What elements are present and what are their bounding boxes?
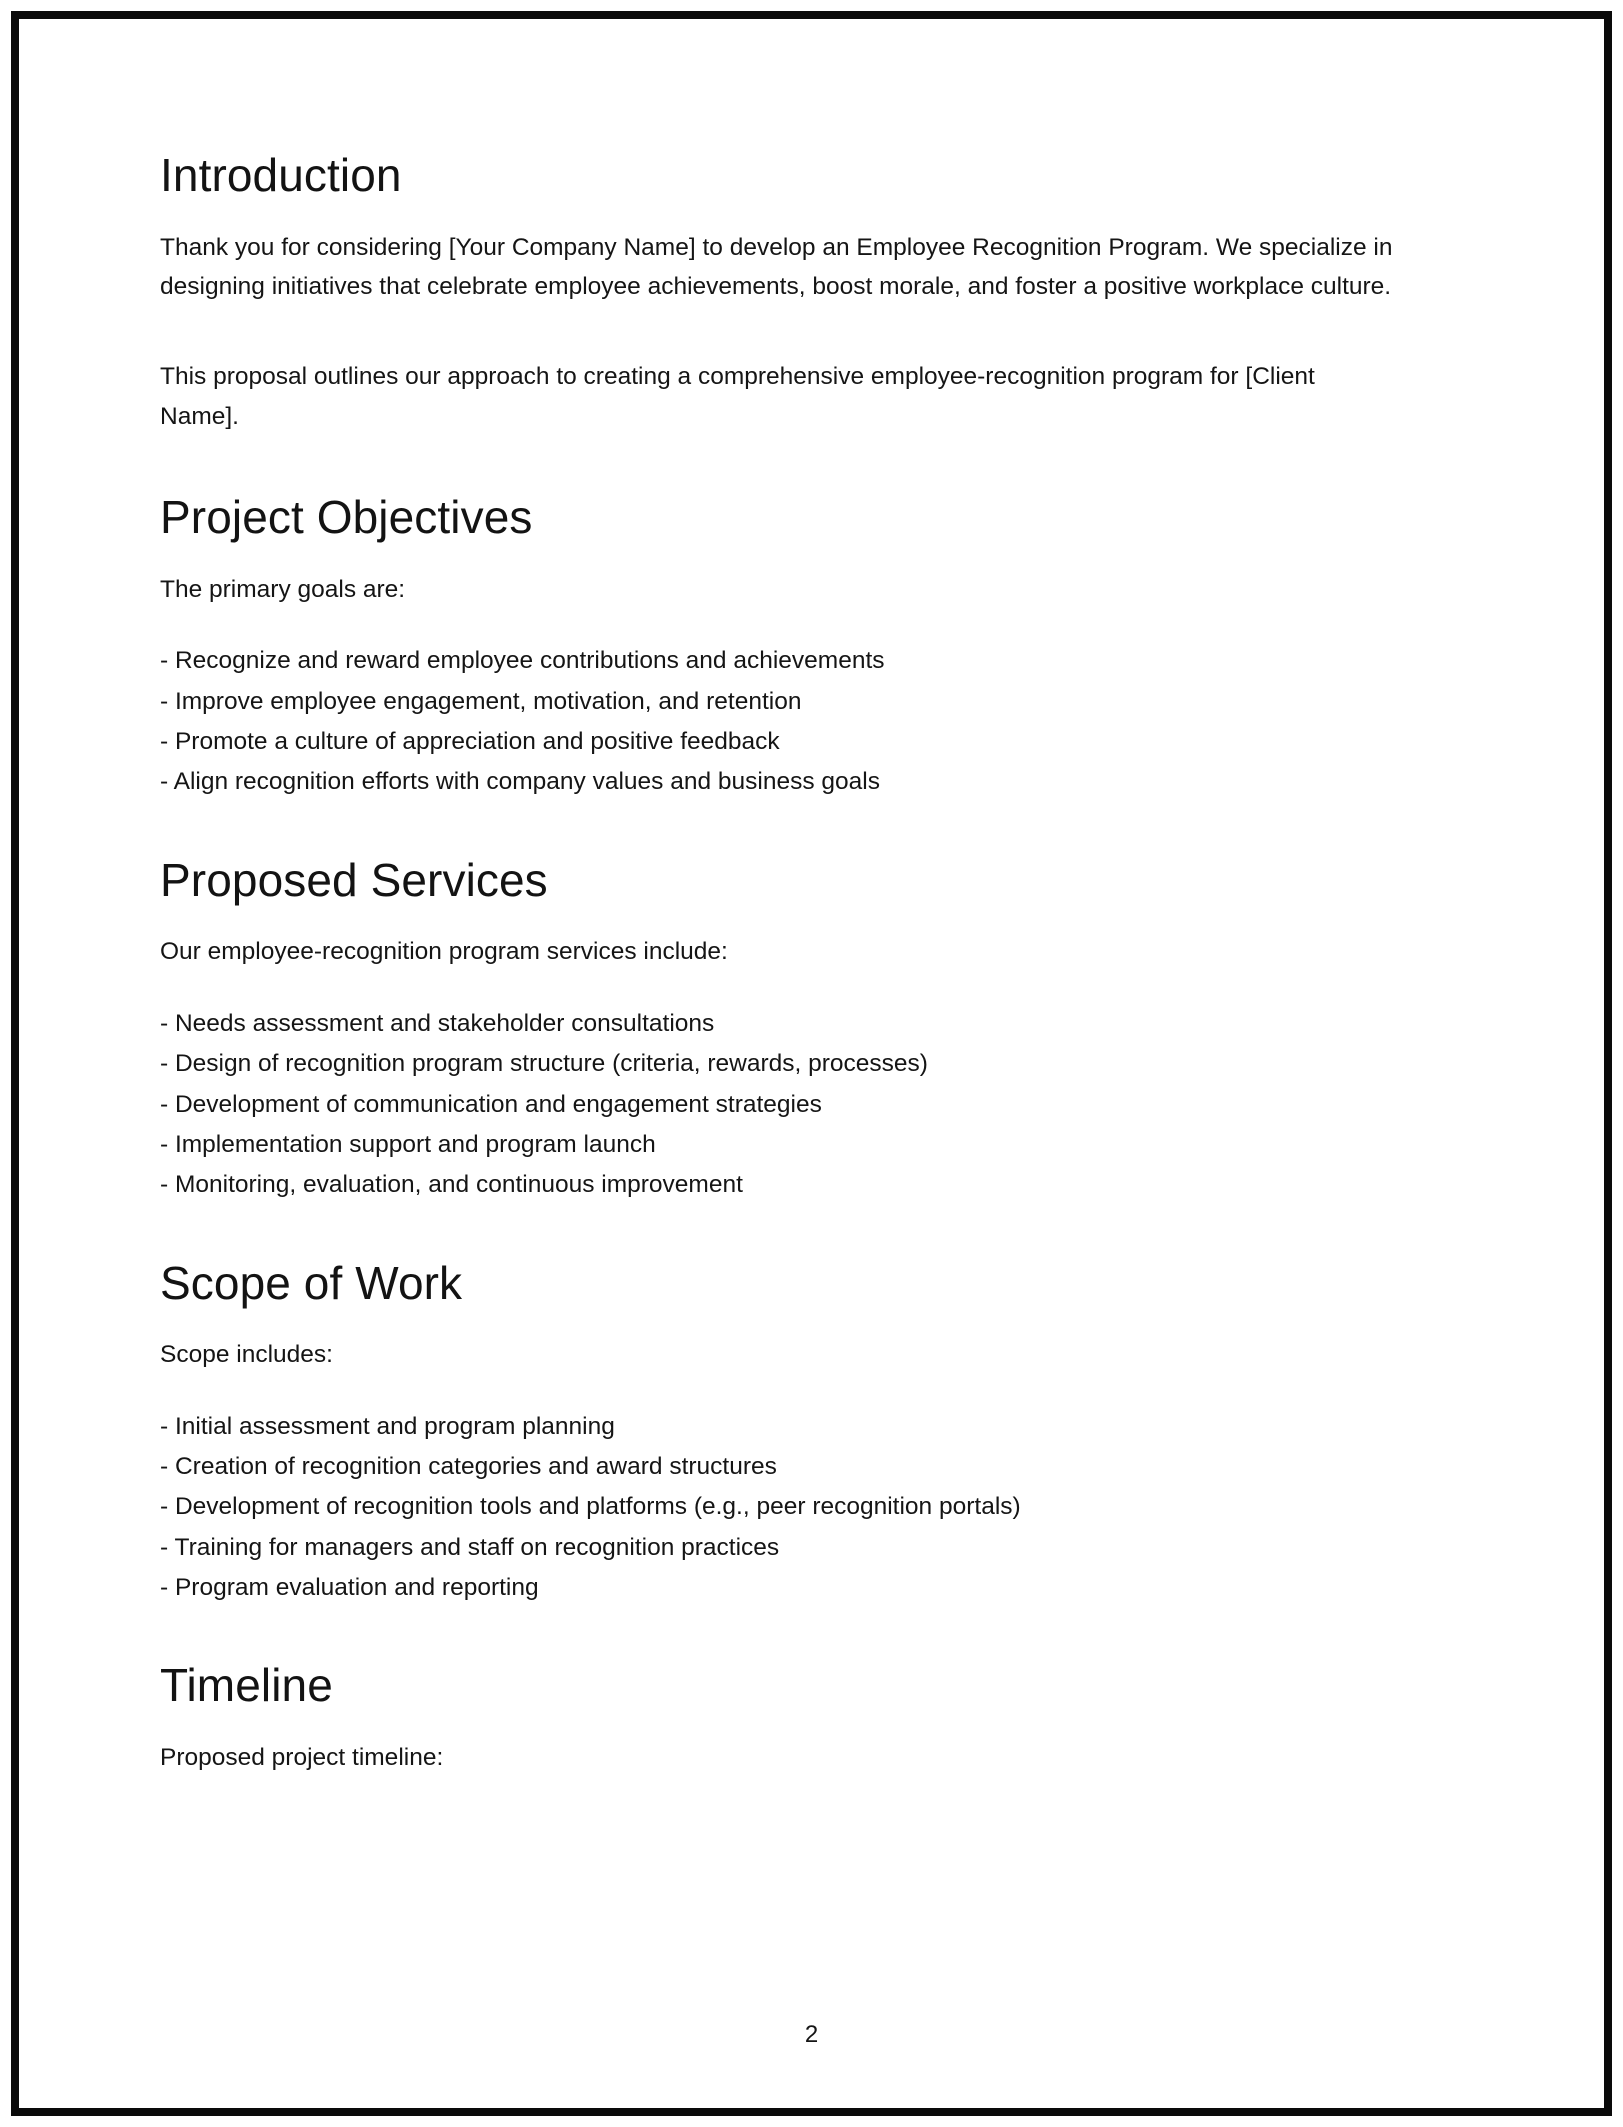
heading-timeline: Timeline bbox=[160, 1659, 333, 1712]
section-project-objectives bbox=[160, 492, 1420, 544]
lead-in-timeline: Proposed project timeline: bbox=[160, 1743, 444, 1771]
list-proposed-services bbox=[160, 1008, 1420, 1202]
list-project-objectives bbox=[160, 645, 1420, 798]
list-item: - Training for managers and staff on recognition practices bbox=[160, 1533, 780, 1561]
heading-introduction: Introduction bbox=[160, 149, 402, 201]
heading-scope-of-work: Scope of Work bbox=[160, 1256, 463, 1309]
list-item: - Monitoring, evaluation, and continuous improvement bbox=[160, 1171, 743, 1199]
list-item: - Needs assessment and stakeholder consultations bbox=[160, 1009, 715, 1037]
list-item: - Initial assessment and program planning bbox=[160, 1412, 615, 1440]
section-scope-of-work bbox=[160, 1258, 1420, 1310]
paragraph-introduction-2: This proposal outlines our approach to creating a comprehensive employee-recognition program for [Client Name]. bbox=[160, 362, 1315, 430]
section-timeline bbox=[160, 1660, 1420, 1712]
list-item: - Creation of recognition categories and award structures bbox=[160, 1453, 777, 1481]
list-item: - Promote a culture of appreciation and positive feedback bbox=[160, 728, 780, 756]
list-item: - Recognize and reward employee contributions and achievements bbox=[160, 647, 885, 675]
paragraph-introduction-1: Thank you for considering [Your Company Name] to develop an Employee Recognition Program. We specialize in designing initiatives that celebrate employee achievements, boost morale, and foster a positive workplace culture. bbox=[160, 233, 1393, 301]
section-introduction bbox=[160, 150, 1420, 202]
paragraph-spacer bbox=[160, 333, 1420, 357]
list-item: - Design of recognition program structure (criteria, rewards, processes) bbox=[160, 1050, 928, 1078]
page-number: 2 bbox=[804, 2021, 819, 2048]
lead-in-project-objectives: The primary goals are: bbox=[160, 575, 406, 603]
heading-project-objectives: Project Objectives bbox=[160, 491, 533, 544]
lead-in-scope-of-work: Scope includes: bbox=[160, 1341, 333, 1369]
lead-in-proposed-services: Our employee-recognition program services include: bbox=[160, 938, 728, 966]
list-item: - Improve employee engagement, motivation, and retention bbox=[160, 687, 802, 715]
list-item: - Program evaluation and reporting bbox=[160, 1574, 539, 1602]
list-item: - Align recognition efforts with company values and business goals bbox=[160, 768, 880, 796]
list-item: - Implementation support and program launch bbox=[160, 1130, 656, 1158]
document-content bbox=[160, 150, 1420, 1778]
section-proposed-services bbox=[160, 855, 1420, 907]
list-scope-of-work bbox=[160, 1411, 1420, 1605]
list-item: - Development of recognition tools and platforms (e.g., peer recognition portals) bbox=[160, 1493, 1021, 1521]
list-item: - Development of communication and engagement strategies bbox=[160, 1090, 822, 1118]
heading-proposed-services: Proposed Services bbox=[160, 853, 548, 906]
